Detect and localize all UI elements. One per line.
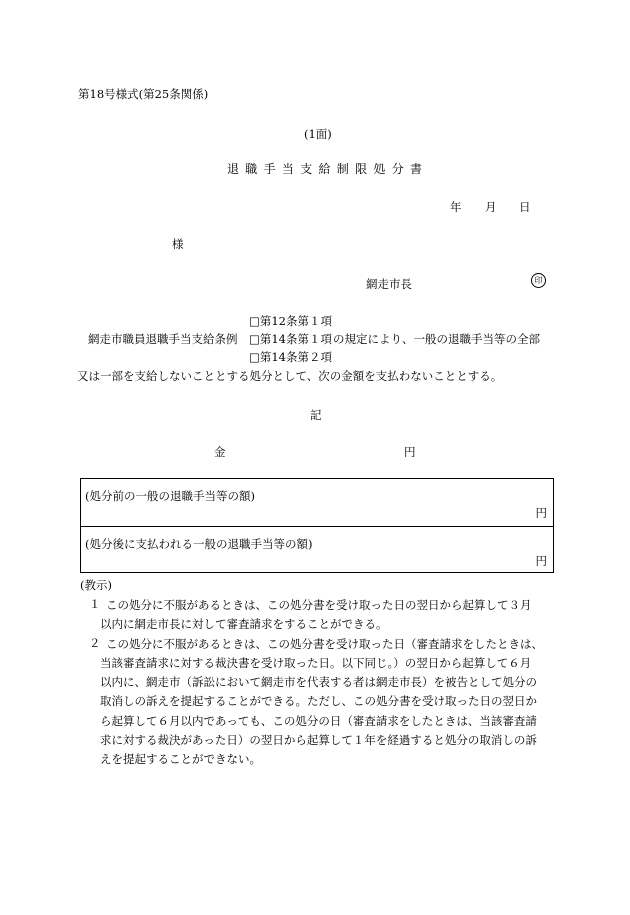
instruction-line: 以内に、網走市（訴訟において網走市を代表する者は網走市長）を被告として処分の bbox=[100, 675, 537, 690]
amount-yen-label: 円 bbox=[404, 445, 416, 459]
document-title: 退職手当支給制限処分書 bbox=[227, 162, 429, 176]
instructions-heading: (教示) bbox=[80, 578, 112, 592]
date-year-label: 年 bbox=[450, 200, 462, 214]
table-row-unit: 円 bbox=[535, 506, 547, 520]
table-row-unit: 円 bbox=[535, 554, 547, 568]
table-row-label: (処分前の一般の退職手当等の額) bbox=[85, 489, 255, 503]
issuer-name: 網走市長 bbox=[366, 277, 412, 291]
instruction-line: えを提起することができない。 bbox=[100, 752, 261, 767]
date-month-label: 月 bbox=[485, 200, 497, 214]
addressee-suffix: 様 bbox=[172, 237, 184, 251]
instruction-line: この処分に不服があるときは、この処分書を受け取った日（審査請求をしたときは、 bbox=[106, 636, 543, 651]
instruction-item bbox=[80, 635, 560, 770]
ki-heading: 記 bbox=[310, 408, 322, 422]
clause-tail-text: の規定により、一般の退職手当等の全部 bbox=[333, 332, 540, 346]
page-label: (1面) bbox=[304, 127, 332, 141]
date-day-label: 日 bbox=[519, 200, 531, 214]
instruction-line: 以内に網走市長に対して審査請求をすることができる。 bbox=[100, 617, 388, 632]
clause-option-12-1: □第12条第１項 bbox=[249, 314, 332, 328]
amount-kin-label: 金 bbox=[214, 445, 226, 459]
instruction-item bbox=[80, 596, 560, 635]
instruction-line: 求に対する裁決があった日）の翌日から起算して１年を経過すると処分の取消しの訴 bbox=[100, 733, 537, 748]
form-number: 第18号様式(第25条関係) bbox=[78, 87, 209, 101]
amount-table bbox=[80, 478, 554, 573]
instruction-number: ２ bbox=[89, 635, 101, 650]
instructions-list bbox=[80, 596, 560, 770]
clause-option-14-1: □第14条第１項 bbox=[249, 332, 332, 346]
instruction-line: ら起算して６月以内であっても、この処分の日（審査請求をしたときは、当該審査請 bbox=[100, 713, 537, 728]
instruction-line: この処分に不服があるときは、この処分書を受け取った日の翌日から起算して３月 bbox=[106, 598, 532, 612]
table-divider bbox=[81, 526, 553, 527]
ordinance-name: 網走市職員退職手当支給条例 bbox=[88, 332, 238, 346]
instruction-number: １ bbox=[89, 597, 101, 611]
instruction-line: 取消しの訴えを提起することができる。ただし、この処分書を受け取った日の翌日か bbox=[100, 694, 537, 709]
instruction-line: 当該審査請求に対する裁決書を受け取った日。以下同じ。）の翌日から起算して６月 bbox=[100, 655, 532, 670]
table-row-label: (処分後に支払われる一般の退職手当等の額) bbox=[85, 537, 313, 551]
seal-mark: 印 bbox=[531, 273, 546, 288]
clause-option-14-2: □第14条第２項 bbox=[249, 350, 332, 364]
clause-continuation: 又は一部を支給しないこととする処分として、次の金額を支払わないこととする。 bbox=[77, 369, 503, 383]
